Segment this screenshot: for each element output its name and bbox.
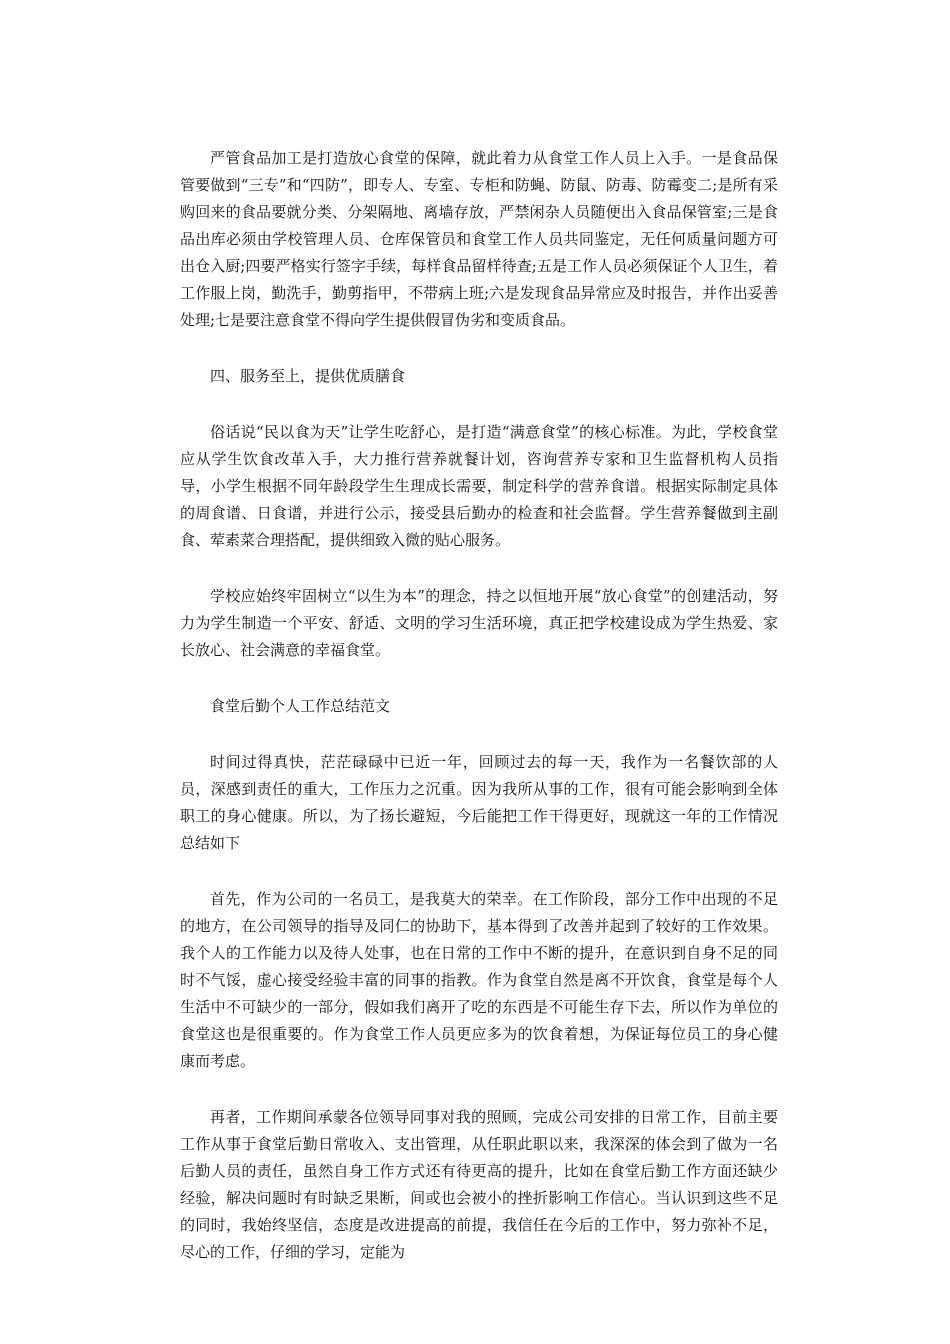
article-title: 食堂后勤个人工作总结范文	[210, 697, 391, 715]
paragraph-year-review: 时间过得真快，茫茫碌碌中已近一年，回顾过去的每一天，我作为一名餐饮部的人员，深感到责任的重大，工作压力之沉重。因为我所从事的工作，很有可能会影响到全体职工的身心健康。所以，为了扬长避短，今后能把工作干得更好，现就这一年的工作情况总结如下	[180, 753, 778, 852]
paragraph-food-processing: 严管食品加工是打造放心食堂的保障，就此着力从食堂工作人员上入手。一是食品保管要做到“三专”和“四防”，即专人、专室、专柜和防蝇、防鼠、防毒、防霉变二;是所有采购回来的食品要就分类、分架隔地、离墙存放，严禁闲杂人员随便出入食品保管室;三是食品出库必须由学校管理人员、仓库保管员和食堂工作人员共同鉴定，无任何质量问题方可出仓入厨;四要严格实行签字手续，每样食品留样待查;五是工作人员必须保证个人卫生，着工作服上岗，勤洗手，勤剪指甲，不带病上班;六是发现食品异常应及时报告，并作出妥善处理;七是要注意食堂不得向学生提供假冒伪劣和变质食品。	[180, 149, 778, 329]
paragraph-student-first: 学校应始终牢固树立“以生为本”的理念，持之以恒地开展“放心食堂”的创建活动，努力为学生制造一个平安、舒适、文明的学习生活环境，真正把学校建设成为学生热爱、家长放心、社会满意的幸福食堂。	[180, 587, 778, 659]
section-heading-service: 四、服务至上，提供优质膳食	[210, 367, 406, 385]
paragraph-nutrition: 俗话说“民以食为天”让学生吃舒心，是打造“满意食堂”的核心标准。为此，学校食堂应从学生饮食改革入手，大力推行营养就餐计划，咨询营养专家和卫生监督机构人员指导，小学生根据不同年龄段学生生理成长需要，制定科学的营养食谱。根据实际制定具体的周食谱、日食谱，并进行公示，接受县后勤办的检查和社会监督。学生营养餐做到主副食、荤素菜合理搭配，提供细致入微的贴心服务。	[180, 423, 778, 549]
paragraph-first: 首先，作为公司的一名员工，是我莫大的荣幸。在工作阶段，部分工作中出现的不足的地方，在公司领导的指导及同仁的协助下，基本得到了改善并起到了较好的工作效果。我个人的工作能力以及待人处事，也在日常的工作中不断的提升，在意识到自身不足的同时不气馁，虚心接受经验丰富的同事的指教。作为食堂自然是离不开饮食，食堂是每个人生活中不可缺少的一部分，假如我们离开了吃的东西是不可能生存下去，所以作为单位的食堂这也是很重要的。作为食堂工作人员更应多为的饮食着想，为保证每位员工的身心健康而考虑。	[180, 890, 778, 1070]
document-body	[180, 145, 778, 1295]
paragraph-second: 再者，工作期间承蒙各位领导同事对我的照顾，完成公司安排的日常工作，目前主要工作从事于食堂后勤日常收入、支出管理，从任职此职以来，我深深的体会到了做为一名后勤人员的责任，虽然自身工作方式还有待更高的提升，比如在食堂后勤工作方面还缺少经验，解决问题时有时缺乏果断，间或也会被小的挫折影响工作信心。当认识到这些不足的同时，我始终坚信，态度是改进提高的前提，我信任在今后的工作中，努力弥补不足，尽心的工作，仔细的学习，定能为	[180, 1108, 778, 1261]
